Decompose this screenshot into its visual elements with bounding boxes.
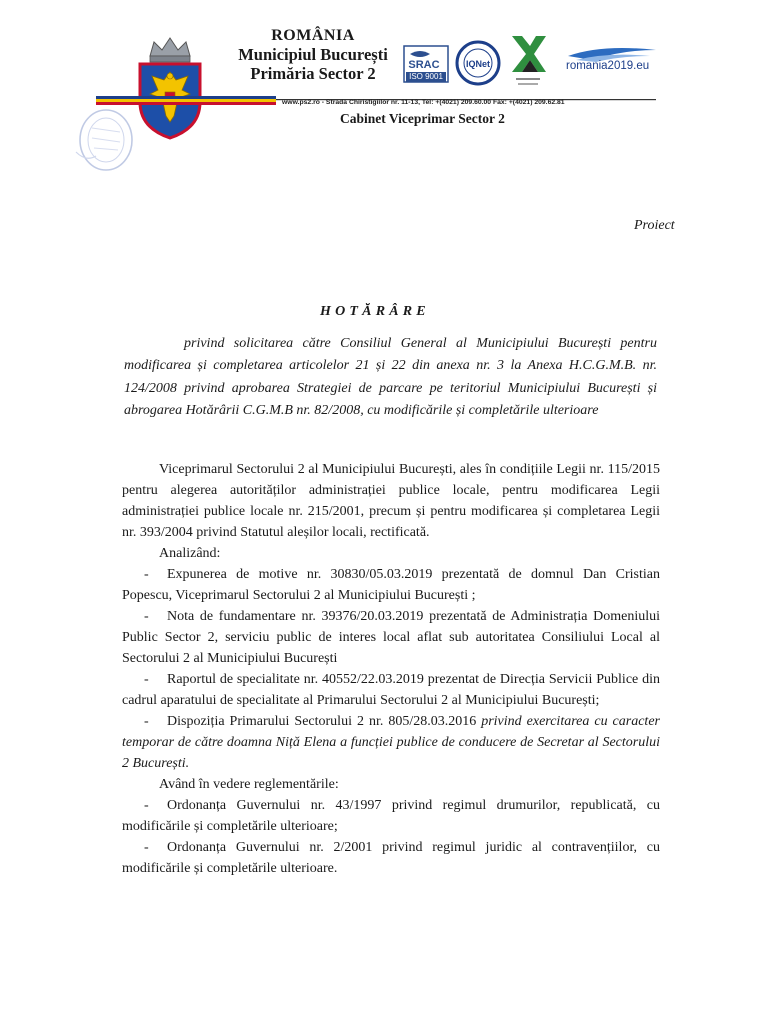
iqnet-icon	[455, 40, 501, 86]
office-stamp-icon	[62, 92, 136, 180]
municipality-title: Municipiul București	[238, 45, 388, 64]
contact-line: www.ps2.ro - Strada Chiristigiilor nr. 11-13, Tel: +(4021) 209.60.00 Fax: +(4021) 209.62.81	[282, 99, 565, 106]
country-title: ROMÂNIA	[271, 27, 355, 44]
header-titles	[226, 26, 400, 83]
list-dash: -	[144, 609, 149, 624]
cabinet-title: Cabinet Viceprimar Sector 2	[340, 111, 505, 126]
document-subject	[124, 333, 657, 423]
subject-text: privind solicitarea către Consiliul General al Municipiului București pentru modificarea și completarea articolelor 21 și 22 din anexa nr. 3 la Anexa H.C.G.M.B. nr. 124/2008 privind aprobarea Strategiei de parcare pe teritoriul Municipiului București și abrogarea Hotărârii C.G.M.B nr. 82/2008, cu modificările și completările ulterioare	[124, 336, 657, 419]
svg-text:SRAC: SRAC	[408, 59, 440, 71]
analysis-item: - Nota de fundamentare nr. 39376/20.03.2019 prezentată de Administrația Domeniului Public Sector 2, serviciu public de interes local aflat sub autoritatea Consiliului Local al Sectorului 2 al Municipiului București	[122, 606, 660, 669]
bucharest-coat-of-arms-icon	[134, 36, 206, 140]
intro-paragraph: Viceprimarul Sectorului 2 al Municipiului București, ales în condițiile Legii nr. 115/2015 pentru alegerea autorităților administrației publice locale, pentru modificarea Legii administrației publice locale nr. 215/2001, precum și pentru modificarea și completarea Legii nr. 393/2004 privind Statutul aleșilor locali, rectificată.	[122, 462, 660, 540]
analyzing-label: Analizând:	[159, 546, 221, 561]
certification-x-icon	[508, 32, 548, 92]
list-dash: -	[144, 567, 149, 582]
regulations-label: Având în vedere reglementările:	[159, 777, 339, 792]
iso9001-label: ISO 9001	[406, 72, 446, 82]
town-hall-title: Primăria Sector 2	[250, 64, 376, 83]
list-dash: -	[144, 840, 149, 855]
list-dash: -	[144, 798, 149, 813]
romania2019-label: romania2019.eu	[566, 60, 650, 72]
analysis-item: - Dispoziția Primarului Sectorului 2 nr. 805/28.03.2016 privind exercitarea cu caracter temporar de către doamna Niță Elena a funcției publice de conducere de Secretar al Sectorului 2 București.	[122, 711, 660, 774]
analysis-item: - Expunerea de motive nr. 30830/05.03.2019 prezentată de domnul Dan Cristian Popescu, Viceprimarul Sectorului 2 al Municipiului București ;	[122, 564, 660, 606]
analysis-item-italic: privind exercitarea cu caracter temporar de către doamna Niță Elena a funcției publice de conducere de Secretar al Sectorului 2 București.	[122, 714, 660, 771]
regulation-item: - Ordonanța Guvernului nr. 43/1997 privind regimul drumurilor, republicată, cu modificările și completările ulterioare;	[122, 795, 660, 837]
list-dash: -	[144, 672, 149, 687]
list-dash: -	[144, 714, 149, 729]
svg-text:IQNet: IQNet	[465, 59, 491, 69]
status-label: Proiect	[634, 218, 675, 233]
analysis-item: - Raportul de specialitate nr. 40552/22.03.2019 prezentat de Direcția Servicii Publice din cadrul aparatului de specialitate al Primarului Sectorului 2 al Municipiului București;	[122, 669, 660, 711]
document-body	[122, 459, 660, 879]
document-title: HOTĂRÂRE	[320, 304, 430, 319]
regulation-item: - Ordonanța Guvernului nr. 2/2001 privind regimul juridic al contravențiilor, cu modificările și completările ulterioare.	[122, 837, 660, 879]
